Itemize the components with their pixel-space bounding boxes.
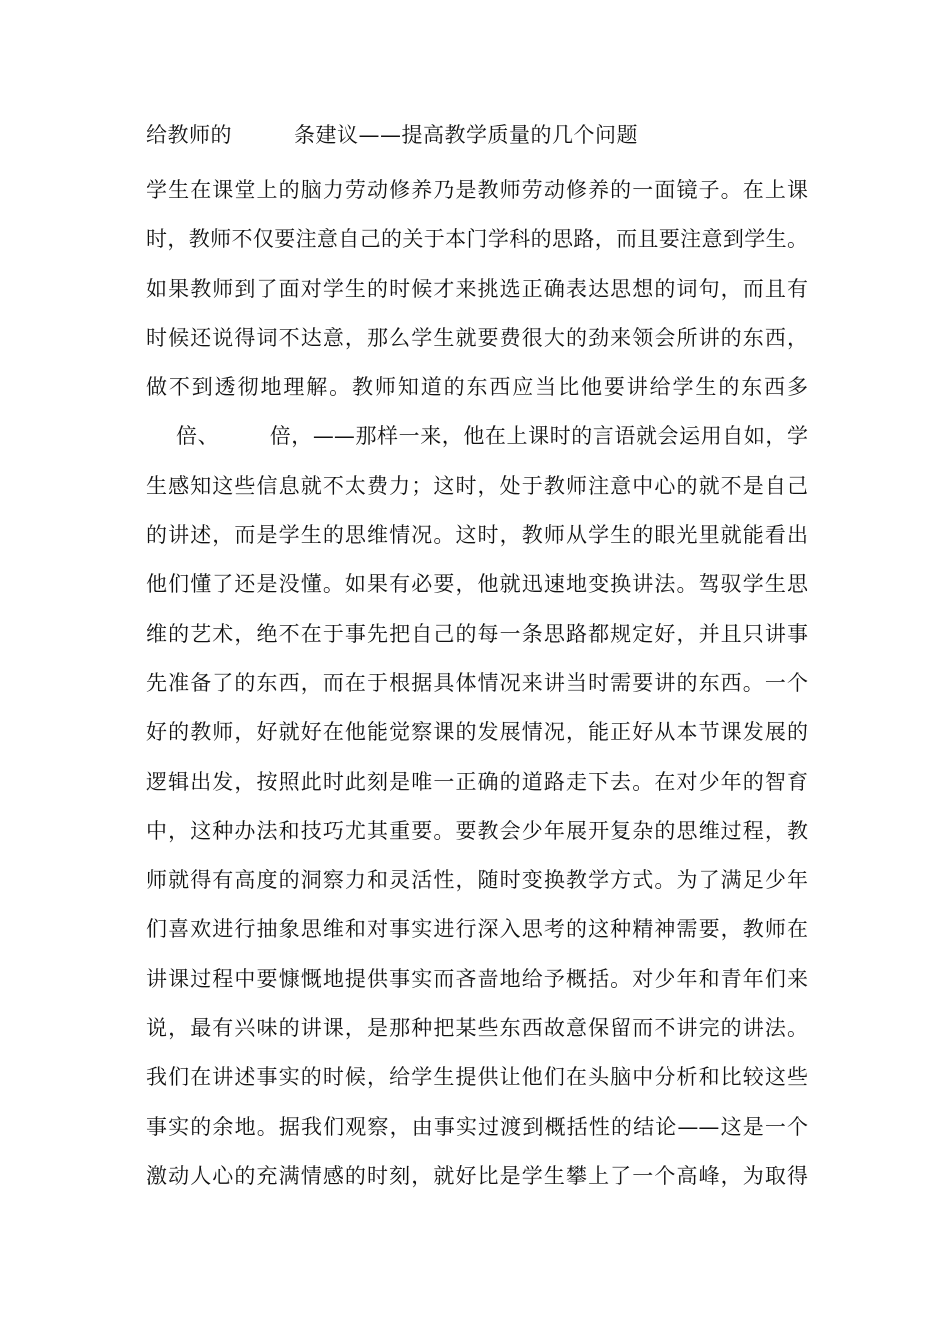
text-line: 逻辑出发，按照此时此刻是唯一正确的道路走下去。在对少年的智育 [146, 769, 808, 794]
text-line: 我们在讲述事实的时候，给学生提供让他们在头脑中分析和比较这些 [146, 1065, 808, 1090]
document-title [146, 120, 638, 150]
text-line: 维的艺术，绝不在于事先把自己的每一条思路都规定好，并且只讲事 [146, 621, 808, 646]
text-line: 时，教师不仅要注意自己的关于本门学科的思路，而且要注意到学生。 [146, 227, 808, 252]
text-line: 说，最有兴味的讲课，是那种把某些东西故意保留而不讲完的讲法。 [146, 1016, 808, 1041]
text-line: 学生在课堂上的脑力劳动修养乃是教师劳动修养的一面镜子。在上课 [146, 178, 808, 202]
text-line: 师就得有高度的洞察力和灵活性，随时变换教学方式。为了满足少年 [146, 868, 808, 893]
text-line: 做不到透彻地理解。教师知道的东西应当比他要讲给学生的东西多 [146, 375, 808, 400]
text-line: 激动人心的充满情感的时刻，就好比是学生攀上了一个高峰，为取得 [146, 1163, 808, 1188]
line-part-1: 倍、 [176, 424, 220, 449]
line-part-2: 倍，——那样一来，他在上课时的言语就会运用自如，学 [269, 424, 808, 449]
text-line: 的讲述，而是学生的思维情况。这时，教师从学生的眼光里就能看出 [146, 523, 808, 548]
text-line: 事实的余地。据我们观察，由事实过渡到概括性的结论——这是一个 [146, 1114, 808, 1139]
text-line: 时候还说得词不达意，那么学生就要费很大的劲来领会所讲的东西， [146, 325, 808, 350]
text-line: 如果教师到了面对学生的时候才来挑选正确表达思想的词句，而且有 [146, 276, 808, 301]
text-line: 好的教师，好就好在他能觉察课的发展情况，能正好从本节课发展的 [146, 720, 808, 745]
text-line: 中，这种办法和技巧尤其重要。要教会少年展开复杂的思维过程，教 [146, 818, 808, 843]
title-part-2: 条建议——提高教学质量的几个问题 [294, 123, 638, 147]
document-body [146, 166, 816, 1201]
text-line: 讲课过程中要慷慨地提供事实而吝啬地给予概括。对少年和青年们来 [146, 966, 808, 991]
title-part-1: 给教师的 [146, 123, 232, 147]
text-line [146, 412, 808, 461]
text-line: 生感知这些信息就不太费力；这时，处于教师注意中心的就不是自己 [146, 473, 808, 498]
text-line: 们喜欢进行抽象思维和对事实进行深入思考的这种精神需要，教师在 [146, 917, 808, 942]
text-line: 他们懂了还是没懂。如果有必要，他就迅速地变换讲法。驾驭学生思 [146, 572, 808, 597]
text-line: 先准备了的东西，而在于根据具体情况来讲当时需要讲的东西。一个 [146, 670, 808, 695]
